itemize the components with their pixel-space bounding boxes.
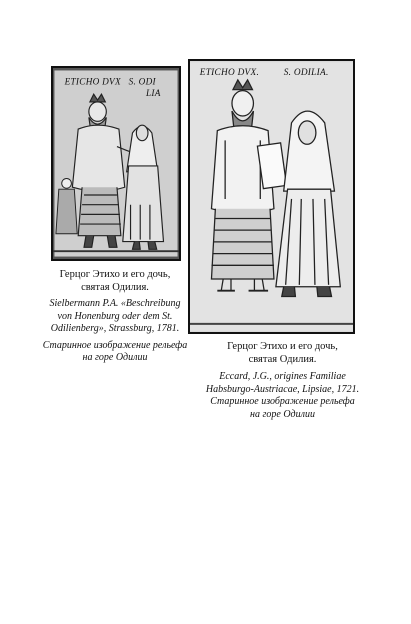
relief-illustration-2 <box>190 61 353 332</box>
inscription-eticho-dvx: ETICHO DVX. <box>199 67 260 78</box>
caption-2-title-line1: Герцог Этихо и его дочь, <box>227 341 338 352</box>
relief-illustration-1 <box>53 68 179 259</box>
inscription-s-odilia: S. ODILIA. <box>283 67 329 78</box>
inscription-eticho: ETICHO DVX <box>64 76 121 87</box>
inscription-lia: LIA <box>146 88 161 99</box>
caption-2-title-line2: святая Одилия. <box>248 354 317 365</box>
caption-1-note-line2: на горе Одилии <box>82 352 148 363</box>
caption-1-title-line2: святая Одилия. <box>81 282 149 293</box>
caption-1-source-line2: von Honenburg oder dem St. <box>57 310 173 322</box>
caption-2-source-line2: Habsburgo-Austriacae, Lipsiae, 1721. <box>205 383 360 395</box>
caption-1-source-line1: Sielbermann P.A. «Beschreibung <box>49 298 181 309</box>
caption-1-source-line3: Odilienberg», Strassburg, 1781. <box>50 323 180 334</box>
relief-engraving-1 <box>51 66 181 261</box>
caption-2-note-line1: Старинное изображение рельефа <box>210 396 355 407</box>
relief-engraving-2 <box>188 59 355 334</box>
caption-1 <box>30 268 200 365</box>
caption-2 <box>200 340 365 421</box>
caption-2-note-line2: на горе Одилии <box>250 408 315 420</box>
caption-1-note-line1: Старинное изображение рельефа <box>42 339 188 351</box>
inscription-odi: S. ODI <box>128 76 156 87</box>
caption-2-source-line1: Eccard, J.G., origines Familiae <box>219 371 346 382</box>
caption-1-title-line1: Герцог Этихо и его дочь, <box>59 269 171 280</box>
